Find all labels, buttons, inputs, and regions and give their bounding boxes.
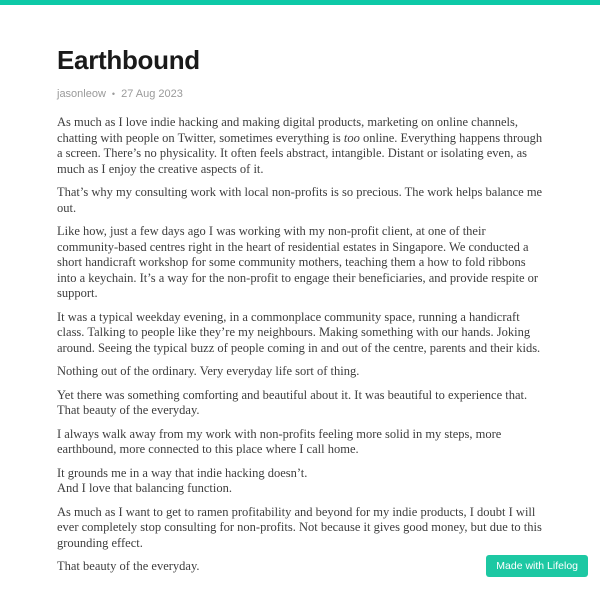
text-segment: As much as I love indie hacking and making digital products, marketing on online channels, chatting with people on Twitter, sometimes everything is — [57, 115, 519, 145]
article-paragraph — [57, 115, 543, 177]
text-segment: It was a typical weekday evening, in a commonplace community space, running a handicraft class. Talking to people like they’re my neighbours. Making something with our hands. Joking around. Seeing the typical buzz of people coming in and out of the centre, parents and their kids. — [57, 309, 541, 355]
page-title: Earthbound — [57, 45, 200, 75]
text-segment: That’s why my consulting work with local non-profits is so precious. The work helps balance me out. — [57, 185, 543, 215]
text-segment: I always walk away from my work with non-profits feeling more solid in my steps, more earthbound, more connected to this place where I call home. — [57, 426, 502, 456]
byline-dot-separator: • — [111, 89, 116, 99]
top-accent-bar — [0, 0, 600, 5]
article-body — [57, 115, 543, 575]
article-paragraph — [57, 559, 543, 575]
text-segment: Yet there was something comforting and beautiful about it. It was beautiful to experience that. That beauty of the everyday. — [57, 387, 528, 417]
made-with-lifelog-badge[interactable]: Made with Lifelog — [486, 555, 588, 578]
emphasis-text: too — [343, 130, 360, 145]
article-paragraph — [57, 427, 543, 458]
article-paragraph — [57, 505, 543, 552]
author-name: jasonleow — [57, 88, 106, 100]
text-segment: Like how, just a few days ago I was working with my non-profit client, at one of their community-based centres right in the heart of residential estates in Singapore. We conducted a short handicraft workshop for some community mothers, teaching them a how to fold ribbons into a keychain. It’s a way for the non-profit to engage their beneficiaries, and provide respite or support. — [57, 224, 539, 300]
post-content — [0, 47, 600, 575]
byline — [57, 89, 543, 100]
text-segment: Nothing out of the ordinary. Very everyday life sort of thing. — [57, 364, 360, 378]
article-paragraph — [57, 388, 543, 419]
article-paragraph — [57, 310, 543, 357]
article-paragraph — [57, 466, 543, 497]
text-segment: It grounds me in a way that indie hacking doesn’t. — [57, 465, 308, 480]
text-segment: And I love that balancing function. — [57, 481, 232, 495]
text-segment: That beauty of the everyday. — [57, 559, 200, 573]
article-paragraph — [57, 224, 543, 302]
text-segment: online. Everything happens through a screen. There’s no physicality. It often feels abstract, intangible. Distant or isolating even, as much as I enjoy the creative aspects of it. — [57, 130, 543, 176]
post-date: 27 Aug 2023 — [121, 88, 183, 100]
article-paragraph — [57, 364, 543, 380]
article-paragraph — [57, 185, 543, 216]
text-segment: As much as I want to get to ramen profitability and beyond for my indie products, I doubt I will ever completely stop consulting for non-profits. Not because it gives good money, but due to this grounding effect. — [57, 504, 542, 550]
